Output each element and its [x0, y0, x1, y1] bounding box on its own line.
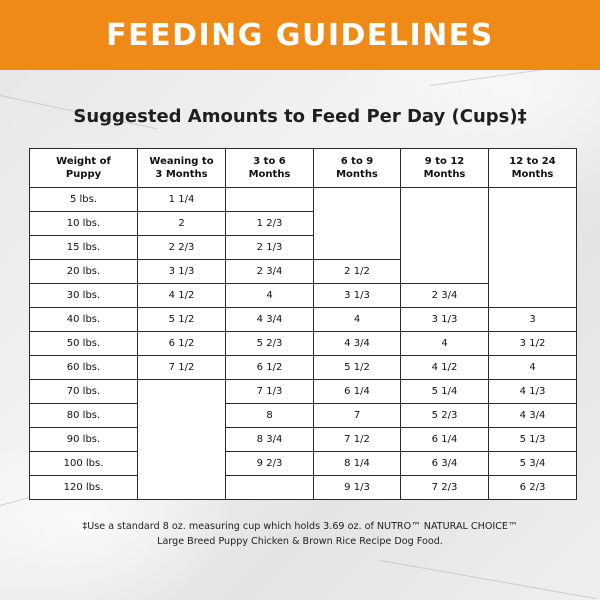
table-row — [30, 476, 577, 500]
amount-cell: 4 3/4 — [489, 404, 577, 428]
amount-cell: 5 2/3 — [401, 404, 489, 428]
amount-cell: 3 1/3 — [314, 284, 401, 308]
table-row — [30, 404, 577, 428]
weight-cell: 100 lbs. — [30, 452, 138, 476]
amount-cell: 4 3/4 — [314, 332, 401, 356]
amount-cell: 4 1/3 — [489, 380, 577, 404]
table-row — [30, 380, 577, 404]
amount-cell: 5 1/2 — [314, 356, 401, 380]
amount-cell: 2 2/3 — [138, 236, 226, 260]
amount-cell: 4 3/4 — [226, 308, 314, 332]
amount-cell: 2 — [138, 212, 226, 236]
table-row — [30, 356, 577, 380]
weight-cell: 90 lbs. — [30, 428, 138, 452]
header-3-to-6-months: 3 to 6 Months — [226, 149, 314, 188]
empty-cell — [401, 188, 489, 284]
weight-cell: 80 lbs. — [30, 404, 138, 428]
table-title: Suggested Amounts to Feed Per Day (Cups)‡ — [73, 106, 527, 127]
header-weaning-to-3-months: Weaning to 3 Months — [138, 149, 226, 188]
marble-vein — [380, 560, 597, 599]
amount-cell: 3 1/3 — [401, 308, 489, 332]
page-title: FEEDING GUIDELINES — [106, 17, 494, 53]
amount-cell: 4 — [489, 356, 577, 380]
table-row — [30, 452, 577, 476]
header-weight: Weight of Puppy — [30, 149, 138, 188]
amount-cell: 4 — [401, 332, 489, 356]
weight-cell: 15 lbs. — [30, 236, 138, 260]
weight-cell: 120 lbs. — [30, 476, 138, 500]
amount-cell: 2 3/4 — [401, 284, 489, 308]
amount-cell: 4 1/2 — [401, 356, 489, 380]
amount-cell: 5 1/2 — [138, 308, 226, 332]
amount-cell: 9 1/3 — [314, 476, 401, 500]
amount-cell: 2 3/4 — [226, 260, 314, 284]
weight-cell: 20 lbs. — [30, 260, 138, 284]
footnote-line: Large Breed Puppy Chicken & Brown Rice Recipe Dog Food. — [157, 536, 443, 547]
amount-cell: 6 1/2 — [226, 356, 314, 380]
amount-cell: 6 1/2 — [138, 332, 226, 356]
amount-cell: 6 2/3 — [489, 476, 577, 500]
weight-cell: 60 lbs. — [30, 356, 138, 380]
amount-cell: 4 — [226, 284, 314, 308]
feeding-table — [29, 148, 577, 500]
amount-cell: 7 — [314, 404, 401, 428]
amount-cell: 8 3/4 — [226, 428, 314, 452]
header-banner — [0, 0, 600, 70]
header-9-to-12-months: 9 to 12 Months — [401, 149, 489, 188]
table-row — [30, 188, 577, 212]
table-header-row — [30, 149, 577, 188]
weight-cell: 40 lbs. — [30, 308, 138, 332]
amount-cell: 6 1/4 — [314, 380, 401, 404]
amount-cell: 4 — [314, 308, 401, 332]
amount-cell: 7 1/3 — [226, 380, 314, 404]
amount-cell: 2 1/3 — [226, 236, 314, 260]
amount-cell: 7 2/3 — [401, 476, 489, 500]
table-row — [30, 308, 577, 332]
table-row — [30, 428, 577, 452]
amount-cell: 9 2/3 — [226, 452, 314, 476]
empty-cell — [226, 476, 314, 500]
amount-cell: 6 3/4 — [401, 452, 489, 476]
amount-cell: 8 1/4 — [314, 452, 401, 476]
weight-cell: 70 lbs. — [30, 380, 138, 404]
amount-cell: 5 1/3 — [489, 428, 577, 452]
footnote — [0, 519, 600, 549]
amount-cell: 5 2/3 — [226, 332, 314, 356]
empty-cell — [138, 380, 226, 500]
amount-cell: 7 1/2 — [138, 356, 226, 380]
amount-cell: 7 1/2 — [314, 428, 401, 452]
amount-cell: 6 1/4 — [401, 428, 489, 452]
amount-cell: 3 1/2 — [489, 332, 577, 356]
weight-cell: 30 lbs. — [30, 284, 138, 308]
header-6-to-9-months: 6 to 9 Months — [314, 149, 401, 188]
amount-cell: 1 2/3 — [226, 212, 314, 236]
empty-cell — [314, 188, 401, 260]
amount-cell: 5 3/4 — [489, 452, 577, 476]
table-row — [30, 332, 577, 356]
weight-cell: 10 lbs. — [30, 212, 138, 236]
amount-cell: 2 1/2 — [314, 260, 401, 284]
footnote-line: ‡Use a standard 8 oz. measuring cup which holds 3.69 oz. of NUTRO™ NATURAL CHOICE™ — [82, 521, 518, 532]
amount-cell: 4 1/2 — [138, 284, 226, 308]
empty-cell — [489, 188, 577, 308]
amount-cell: 1 1/4 — [138, 188, 226, 212]
amount-cell: 3 — [489, 308, 577, 332]
amount-cell: 3 1/3 — [138, 260, 226, 284]
amount-cell — [226, 188, 314, 212]
header-12-to-24-months: 12 to 24 Months — [489, 149, 577, 188]
amount-cell: 5 1/4 — [401, 380, 489, 404]
amount-cell: 8 — [226, 404, 314, 428]
weight-cell: 5 lbs. — [30, 188, 138, 212]
weight-cell: 50 lbs. — [30, 332, 138, 356]
